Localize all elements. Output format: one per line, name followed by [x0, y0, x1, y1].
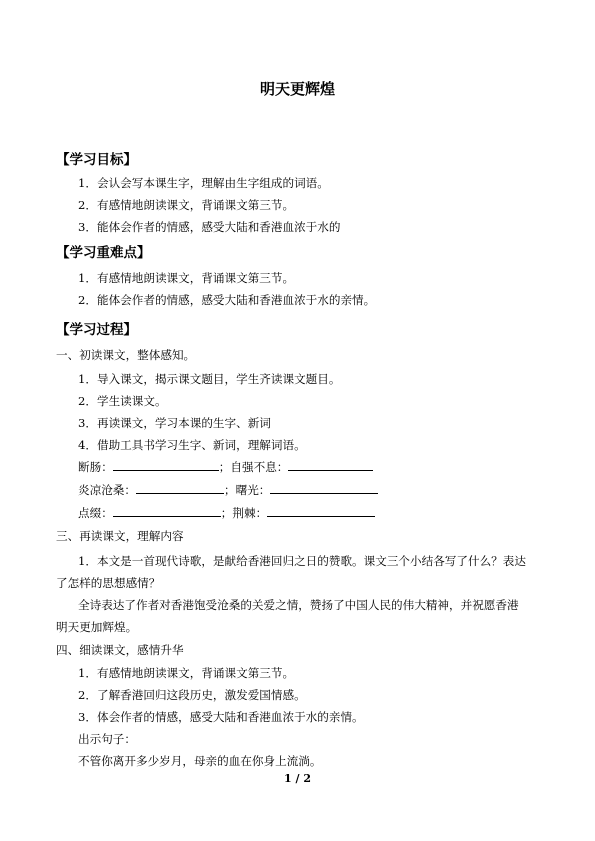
vocab-term: 自强不息：	[230, 460, 289, 474]
part1-item-3: 3．再读课文，学习本课的生字、新词	[78, 416, 271, 430]
vocab-separator: ；	[223, 483, 236, 497]
vocab-separator: ；	[220, 506, 233, 520]
part1-title: 一、初读课文，整体感知。	[56, 348, 196, 362]
fill-blank[interactable]	[113, 505, 221, 517]
fill-blank[interactable]	[113, 459, 219, 471]
key-point-1: 1．有感情地朗读课文，背诵课文第三节。	[78, 271, 295, 285]
page-number: 1 / 2	[284, 772, 311, 785]
part4-item-1: 1．有感情地朗读课文，背诵课文第三节。	[78, 666, 295, 680]
vocab-row-1	[78, 459, 373, 475]
vocab-separator: ；	[218, 460, 231, 474]
fill-blank[interactable]	[267, 505, 375, 517]
key-point-2: 2．能体会作者的情感，感受大陆和香港血浓于水的亲情。	[78, 293, 376, 307]
part4-item-4: 出示句子：	[78, 732, 136, 746]
fill-blank[interactable]	[136, 482, 224, 494]
vocab-term: 点缀：	[78, 506, 113, 520]
vocab-term: 炎凉沧桑：	[78, 483, 136, 497]
goal-item-2: 2．有感情地朗读课文，背诵课文第三节。	[78, 198, 295, 212]
vocab-row-2	[78, 482, 378, 498]
goal-item-3: 3．能体会作者的情感，感受大陆和香港血浓于水的	[78, 220, 341, 234]
goal-item-1: 1．会认会写本课生字，理解由生字组成的词语。	[78, 176, 329, 190]
vocab-term: 断肠：	[78, 460, 113, 474]
part3-question-line-1: 1．本文是一首现代诗歌，是献给香港回归之日的赞歌。课文三个小结各写了什么？表达	[78, 554, 526, 568]
heading-key-points: 【学习重难点】	[56, 245, 151, 261]
part3-answer-line-1: 全诗表达了作者对香港饱受沧桑的关爱之情，赞扬了中国人民的伟大精神，并祝愿香港	[78, 598, 519, 612]
part4-title: 四、细读课文，感情升华	[56, 643, 184, 657]
part3-title: 三、再读课文，理解内容	[56, 529, 184, 543]
fill-blank[interactable]	[270, 482, 378, 494]
heading-goals: 【学习目标】	[56, 152, 137, 168]
heading-process: 【学习过程】	[56, 322, 137, 338]
part1-item-1: 1．导入课文，揭示课文题目，学生齐读课文题目。	[78, 372, 341, 386]
part3-answer-line-2: 明天更加辉煌。	[56, 620, 138, 634]
part3-question-line-2: 了怎样的思想感情？	[56, 576, 161, 590]
part1-item-2: 2．学生读课文。	[78, 394, 167, 408]
part1-item-4: 4．借助工具书学习生字、新词，理解词语。	[78, 438, 306, 452]
part4-item-2: 2．了解香港回归这段历史，激发爱国情感。	[78, 688, 306, 702]
part4-item-5: 不管你离开多少岁月，母亲的血在你身上流淌。	[78, 754, 322, 768]
vocab-term: 曙光：	[235, 483, 271, 497]
part4-item-3: 3．体会作者的情感，感受大陆和香港血浓于水的亲情。	[78, 710, 364, 724]
vocab-term: 荆棘：	[232, 506, 268, 520]
fill-blank[interactable]	[288, 459, 373, 471]
vocab-row-3	[78, 505, 375, 521]
page-title: 明天更辉煌	[259, 80, 335, 98]
